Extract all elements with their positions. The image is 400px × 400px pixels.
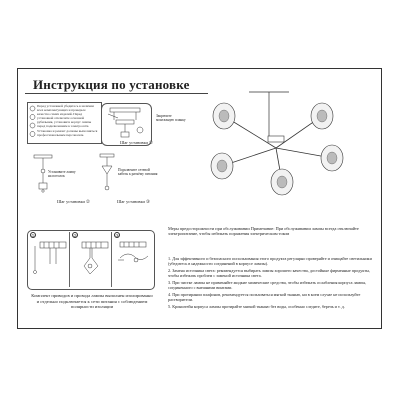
care-note: 1. Для эффективного и безопасного использования этого продукта регулярно проверяйте и очищайте светильники (убедитесь в надежности соединений в корпусе лампы). [168, 256, 372, 267]
chandelier-illustration [194, 86, 364, 206]
wiring-diagram-3 [114, 240, 152, 286]
step2-annotation-left: Установите лампу на потолок [48, 170, 76, 178]
care-note: 3. При чистке лампы не применяйте жидкие химические средства, чтобы избежать ослабления корпуса лампы, соединенного с внешними винтами. [168, 279, 367, 291]
wiring-divider-1 [69, 232, 70, 287]
title-underline [25, 93, 208, 94]
center-hub [268, 136, 284, 142]
wiring-caption: Комплект приводов и провода лампы выполнен изолированно и отдельно подключается к сети питания с соблюдением полярности изоляции [31, 293, 153, 310]
care-notes-list [168, 256, 375, 309]
warning-icon [29, 105, 36, 141]
bulb [327, 152, 337, 164]
step2-annotation-right: Подключите сетевой кабель к разъёму питания [118, 168, 158, 176]
power-cable-illustration [96, 152, 120, 192]
wiring-num-1: ① [31, 233, 35, 238]
step1-caption: Шаг установки ① [120, 140, 153, 145]
warning-text: Перед установкой убедитесь в наличии всех комплектующих и проверьте качество самих изделий. Перед установкой отключите основной рубильник, установите корпус лампы перед подключением к электросети. Установка и ремонт должны выполняться профессиональным персоналом. [37, 104, 98, 137]
bulb [219, 110, 229, 122]
wiring-num-3: ③ [115, 233, 119, 238]
care-note: 2. Замена источника света: рекомендуется выбирать лампы хорошего качества, достойные фирменные продукты, чтобы избежать проблем с заменой источника света. [168, 267, 371, 279]
wiring-num-2: ② [73, 233, 77, 238]
wiring-divider-2 [111, 232, 112, 287]
step2-caption: Шаг установки ② [57, 199, 90, 204]
page-title: Инструкция по установке [33, 77, 190, 92]
wiring-diagram-1 [30, 240, 68, 286]
wiring-diagram-2 [72, 240, 110, 286]
mounting-plate-illustration [104, 106, 148, 142]
step1-annotation: Закрепите монтажную планку [156, 114, 186, 122]
step3-caption: Шаг установки ③ [117, 199, 150, 204]
care-note: 5. Кронштейн корпуса лампы протирайте мягкой тканью без воды, особенно следите, беречь и т. д. [168, 303, 345, 309]
care-note: 4. При протирании плафонов, рекомендуется пользоваться мягкой тканью, ни в коем случае не используйте растворители. [168, 291, 361, 302]
bulb [217, 160, 227, 172]
bulb [277, 176, 287, 188]
safety-note: Меры предосторожности при обслуживании Примечание: При обслуживании лампы всегда отключайте электропитание, чтобы избежать поражения электрическим током [168, 226, 359, 237]
bulb [317, 110, 327, 122]
